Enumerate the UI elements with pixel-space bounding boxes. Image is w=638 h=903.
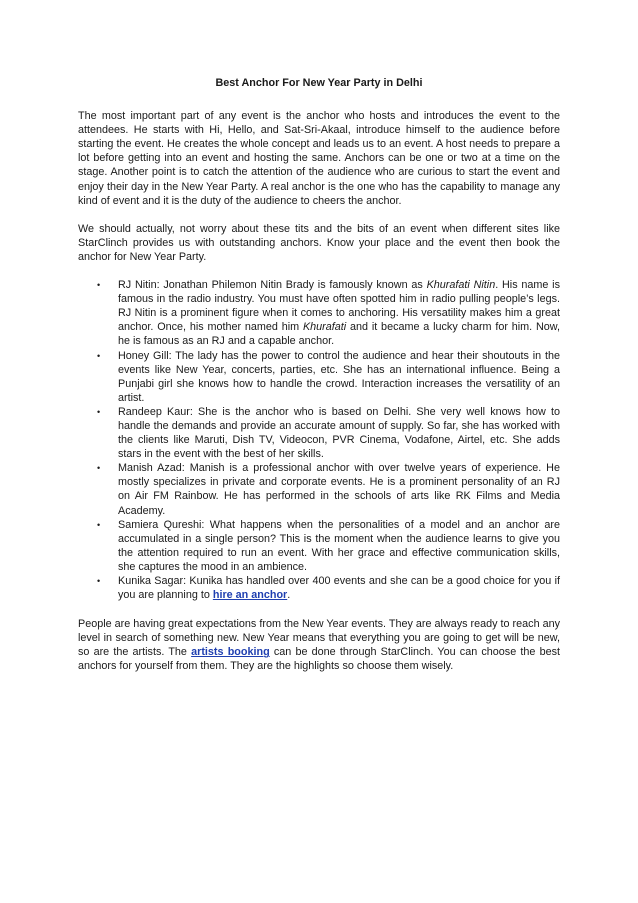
italic-nickname: Khurafati Nitin bbox=[426, 279, 496, 292]
second-paragraph: We should actually, not worry about these tits and the bits of an event when different sites like StarClinch provides us with outstanding anchors. Know your place and the event then book the anchor for New Year Party. bbox=[78, 222, 560, 263]
italic-nickname: Khurafati bbox=[302, 321, 347, 334]
list-item-samiera-qureshi: • Samiera Qureshi: What happens when the personalities of a model and an anchor are accumulated in a single person? This is the moment when the audience learns to give you the attention required to run an event. With her grace and effective communication skills, she captures the mood in an ambience. bbox=[97, 518, 560, 573]
bullet-icon: • bbox=[97, 463, 101, 474]
list-item-honey-gill: • Honey Gill: The lady has the power to control the audience and hear their shoutouts in the events like New Year, concerts, parties, etc. She has an international influence. Being a Punjabi girl she knows how to handle the crowd. Interaction increases the versatility of an artist. bbox=[97, 349, 560, 404]
bullet-icon: • bbox=[97, 280, 101, 291]
list-item-manish-azad: • Manish Azad: Manish is a professional anchor with over twelve years of experience. He mostly specializes in private and corporate events. He is a prominent personality of an RJ on Air FM Rainbow. He has performed in the schools of arts like RK Films and Media Academy. bbox=[97, 462, 560, 517]
intro-paragraph: The most important part of any event is the anchor who hosts and introduces the event to the attendees. He starts with Hi, Hello, and Sat-Sri-Akaal, introduce himself to the audience before starting the event. He creates the whole concept and leads us to an event. A host needs to prepare a lot before getting into an event and hosting the same. Anchors can be one or two at a time on the stage. Another point is to catch the attention of the audience who are curious to start the event and enjoy their day in the New Year Party. A real anchor is the one who has the capability to manage any kind of event and it is the duty of the audience to cheers the anchor. bbox=[78, 110, 560, 207]
bullet-icon: • bbox=[97, 576, 101, 586]
list-item-rj-nitin: • RJ Nitin: Jonathan Philemon Nitin Brady is famously known as Khurafati Nitin. His name is famous in the radio industry. You must have often spotted him in radio pulling people’s legs. RJ Nitin is a prominent figure when it comes to anchoring. His versatility makes him a great anchor. Once, his mother named him Khurafati and it became a lucky charm for him. Now, he is famous as an RJ and a capable anchor. bbox=[97, 279, 560, 348]
anchor-list bbox=[78, 278, 560, 602]
document-page bbox=[78, 76, 560, 688]
bullet-icon: • bbox=[97, 519, 101, 530]
bullet-icon: • bbox=[97, 406, 101, 417]
list-item-randeep-kaur: • Randeep Kaur: She is the anchor who is based on Delhi. She very well knows how to handle the demands and provide an accurate amount of supply. So far, she has worked with the clients like Maruti, Dish TV, Videocon, PVR Cinema, Vodafone, Airtel, etc. She adds stars in the event with the best of her skills. bbox=[97, 405, 560, 461]
document-title: Best Anchor For New Year Party in Delhi bbox=[215, 77, 423, 89]
artists-booking-link[interactable]: artists booking bbox=[191, 646, 270, 659]
bullet-icon: • bbox=[97, 350, 101, 361]
hire-an-anchor-link[interactable]: hire an anchor bbox=[212, 589, 288, 602]
list-item-kunika-sagar: • Kunika Sagar: Kunika has handled over 400 events and she can be a good choice for you if you are planning to hire an anchor. bbox=[97, 575, 560, 602]
closing-paragraph: People are having great expectations from the New Year events. They are always ready to reach any level in search of something new. New Year means that everything you are going to get will be new, so are the artists. The artists booking can be done through StarClinch. You can choose the best anchors for yourself from them. They are the highlights so choose them wisely. bbox=[78, 618, 560, 673]
